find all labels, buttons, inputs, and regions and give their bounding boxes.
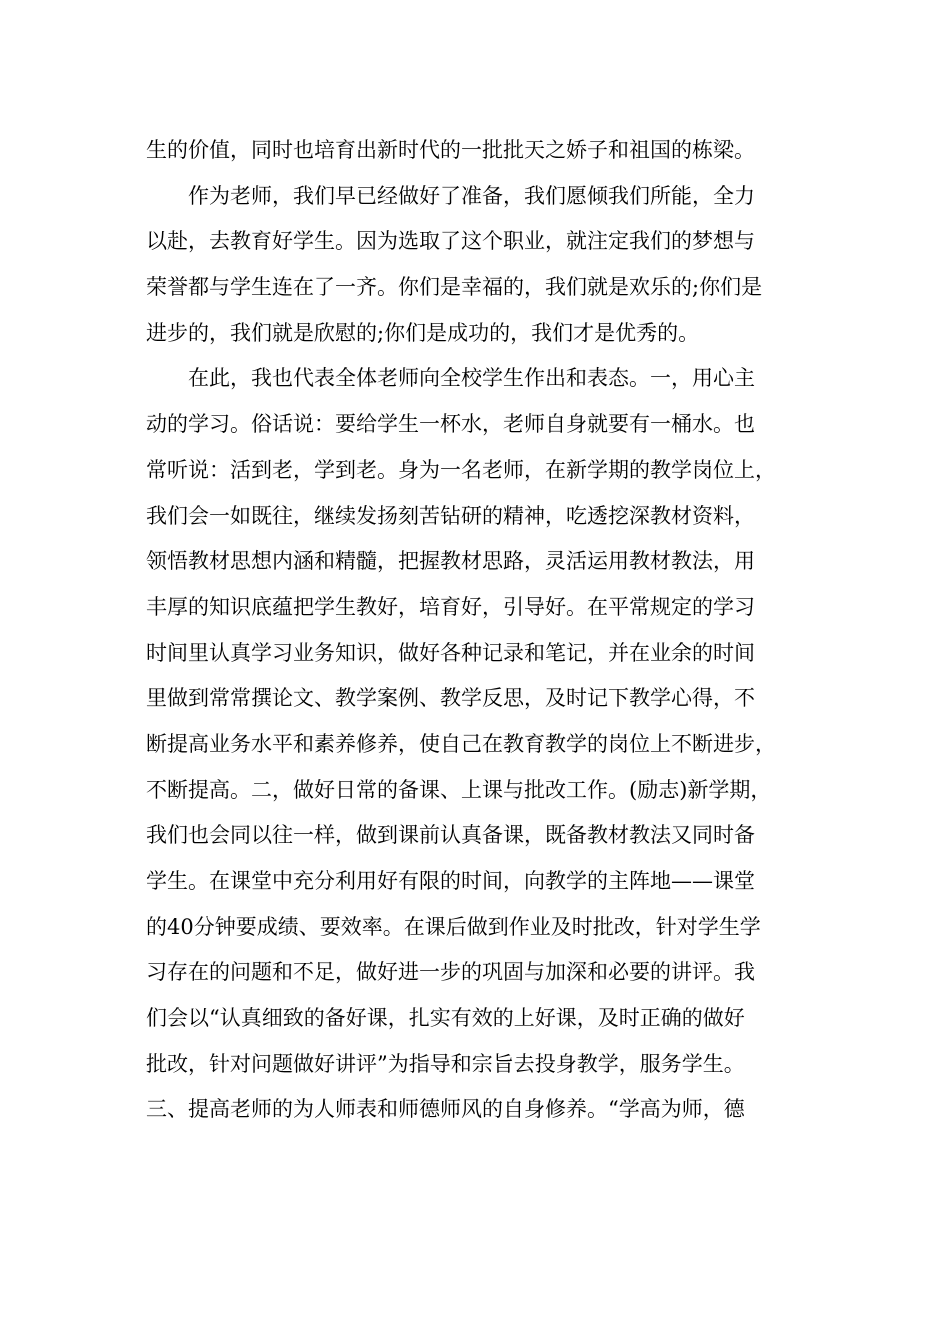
text-line: 以赴，去教育好学生。因为选取了这个职业，就注定我们的梦想与 [146, 229, 755, 254]
text-line: 学生。在课堂中充分利用好有限的时间，向教学的主阵地——课堂 [146, 869, 755, 893]
text-line: 生的价值，同时也培育出新时代的一批批天之娇子和祖国的栋梁。 [146, 138, 755, 162]
text-line: 常听说：活到老，学到老。身为一名老师，在新学期的教学岗位上， [146, 457, 776, 482]
text-line: 在此，我也代表全体老师向全校学生作出和表态。一，用心主 [146, 366, 755, 391]
text-line: 们会以“认真细致的备好课，扎实有效的上好课，及时正确的做好 [146, 1006, 745, 1031]
body-text [146, 128, 826, 1133]
text-line: 批改，针对问题做好讲评”为指导和宗旨去投身教学，服务学生。 [146, 1051, 745, 1076]
text-line: 里做到常常撰论文、教学案例、教学反思，及时记下教学心得，不 [146, 686, 755, 711]
text-line: 动的学习。俗话说：要给学生一杯水，老师自身就要有一桶水。也 [146, 412, 755, 437]
text-line: 我们也会同以往一样，做到课前认真备课，既备教材教法又同时备 [146, 823, 755, 848]
text-line: 进步的，我们就是欣慰的;你们是成功的，我们才是优秀的。 [146, 320, 700, 345]
text-line: 时间里认真学习业务知识，做好各种记录和笔记，并在业余的时间 [146, 640, 755, 665]
text-line: 不断提高。二，做好日常的备课、上课与批改工作。(励志)新学期， [146, 777, 772, 802]
text-line: 断提高业务水平和素养修养，使自己在教育教学的岗位上不断进步， [146, 731, 776, 756]
text-line: 丰厚的知识底蕴把学生教好，培育好，引导好。在平常规定的学习 [146, 594, 755, 619]
text-line: 的40分钟要成绩、要效率。在课后做到作业及时批改，针对学生学 [146, 914, 761, 939]
text-line: 荣誉都与学生连在了一齐。你们是幸福的，我们就是欢乐的;你们是 [146, 275, 763, 300]
text-line: 作为老师，我们早已经做好了准备，我们愿倾我们所能，全力 [146, 183, 755, 208]
text-line: 我们会一如既往，继续发扬刻苦钻研的精神，吃透挖深教材资料， [146, 503, 755, 528]
text-line: 领悟教材思想内涵和精髓，把握教材思路，灵活运用教材教法，用 [146, 549, 755, 574]
text-line: 习存在的问题和不足，做好进一步的巩固与加深和必要的讲评。我 [146, 960, 755, 985]
text-line: 三、提高老师的为人师表和师德师风的自身修养。“学高为师，德 [146, 1097, 745, 1122]
